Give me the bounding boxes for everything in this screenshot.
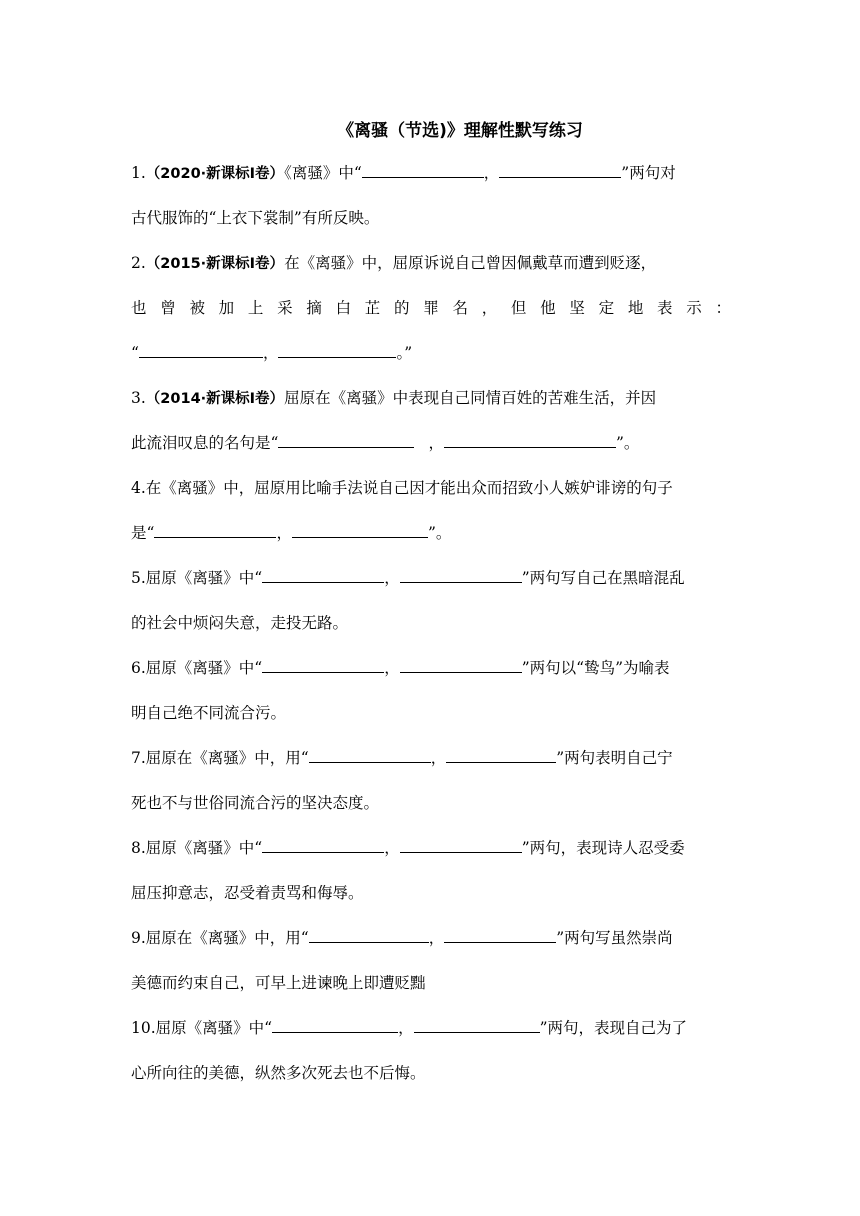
- question-text: ”。: [427, 524, 452, 542]
- answer-blank[interactable]: [362, 161, 484, 178]
- question-text: 是“: [131, 524, 155, 542]
- answer-blank[interactable]: [154, 521, 276, 538]
- question-text: 7.屈原在《离骚》中，用“: [131, 749, 309, 767]
- question-text: 10.屈原《离骚》中“: [131, 1019, 273, 1037]
- answer-blank[interactable]: [262, 566, 384, 583]
- question-source: （2020·新课标Ⅰ卷）: [145, 166, 285, 182]
- question-text: ”两句，表现自己为了: [539, 1019, 688, 1037]
- answer-blank[interactable]: [262, 656, 384, 673]
- question-2-line-3: [131, 341, 731, 365]
- answer-blank[interactable]: [139, 341, 263, 358]
- answer-blank[interactable]: [499, 161, 621, 178]
- question-text: ”两句，表现诗人忍受委: [521, 839, 685, 857]
- question-1-line-2: 古代服饰的“上衣下裳制”有所反映。: [131, 209, 380, 227]
- question-text: ”。: [615, 434, 640, 452]
- question-10-line-1: [131, 1016, 731, 1040]
- comma: ，: [483, 164, 500, 182]
- page-title: 《离骚（节选)》理解性默写练习: [337, 121, 583, 141]
- question-number: 1.: [131, 164, 146, 182]
- answer-blank[interactable]: [292, 521, 428, 538]
- answer-blank[interactable]: [444, 431, 616, 448]
- question-text: ”两句对: [621, 164, 676, 182]
- answer-blank[interactable]: [446, 746, 556, 763]
- answer-blank[interactable]: [309, 926, 429, 943]
- question-9-line-2: 美德而约束自己，可早上进谏晚上即遭贬黜: [131, 974, 426, 992]
- question-4-line-2: [131, 521, 731, 545]
- question-5-line-2: 的社会中烦闷失意，走投无路。: [131, 614, 349, 632]
- question-5-line-1: [131, 566, 731, 590]
- question-6-line-1: [131, 656, 731, 680]
- question-7-line-2: 死也不与世俗同流合污的坚决态度。: [131, 794, 380, 812]
- question-text: 6.屈原《离骚》中“: [131, 659, 263, 677]
- answer-blank[interactable]: [278, 431, 414, 448]
- question-text: 5.屈原《离骚》中“: [131, 569, 263, 587]
- answer-blank[interactable]: [278, 341, 396, 358]
- answer-blank[interactable]: [400, 836, 522, 853]
- question-text: ”两句写自己在黑暗混乱: [521, 569, 685, 587]
- comma: ，: [428, 929, 445, 947]
- answer-blank[interactable]: [400, 656, 522, 673]
- question-4-line-1: 4.在《离骚》中，屈原用比喻手法说自己因才能出众而招致小人嫉妒诽谤的句子: [131, 479, 673, 497]
- answer-blank[interactable]: [444, 926, 556, 943]
- comma: ，: [276, 524, 292, 542]
- answer-blank[interactable]: [262, 836, 384, 853]
- question-text: 8.屈原《离骚》中“: [131, 839, 263, 857]
- question-text: ”两句以“鸷鸟”为喻表: [521, 659, 670, 677]
- comma: ，: [428, 434, 444, 452]
- answer-blank[interactable]: [414, 1016, 540, 1033]
- question-7-line-1: [131, 746, 731, 770]
- comma: ，: [262, 344, 279, 362]
- comma: ，: [430, 749, 447, 767]
- question-1-line-1: [131, 161, 731, 185]
- answer-blank[interactable]: [309, 746, 431, 763]
- question-text: 《离骚》中“: [284, 164, 362, 182]
- question-text: ”两句写虽然崇尚: [556, 929, 673, 947]
- question-number: 2.: [131, 254, 146, 272]
- question-3-line-2: [131, 431, 731, 455]
- question-text: ”两句表明自己宁: [556, 749, 673, 767]
- comma: ，: [384, 839, 400, 857]
- question-8-line-2: 屈压抑意志，忍受着责骂和侮辱。: [131, 884, 364, 902]
- question-text: 在《离骚》中，屈原诉说自己曾因佩戴草而遭到贬逐，: [284, 254, 657, 272]
- question-text: 9.屈原在《离骚》中，用“: [131, 929, 309, 947]
- question-3-line-1: [131, 386, 731, 410]
- question-2-line-1: [131, 251, 731, 275]
- question-10-line-2: 心所向往的美德，纵然多次死去也不后悔。: [131, 1064, 426, 1082]
- question-6-line-2: 明自己绝不同流合污。: [131, 704, 287, 722]
- question-text: 。”: [396, 344, 413, 362]
- question-2-line-2: 也曾被加上采摘白芷的罪名，但他坚定地表示：: [131, 299, 731, 317]
- answer-blank[interactable]: [272, 1016, 398, 1033]
- answer-blank[interactable]: [400, 566, 522, 583]
- question-text: 此流泪叹息的名句是“: [131, 434, 279, 452]
- comma: ，: [384, 659, 400, 677]
- question-text: 屈原在《离骚》中表现自己同情百姓的苦难生活，并因: [284, 389, 657, 407]
- comma: ，: [398, 1019, 414, 1037]
- question-8-line-1: [131, 836, 731, 860]
- question-source: （2015·新课标Ⅰ卷）: [145, 256, 285, 272]
- comma: ，: [384, 569, 400, 587]
- question-text: “: [131, 344, 139, 362]
- question-source: （2014·新课标Ⅰ卷）: [145, 391, 285, 407]
- question-9-line-1: [131, 926, 731, 950]
- question-number: 3.: [131, 389, 146, 407]
